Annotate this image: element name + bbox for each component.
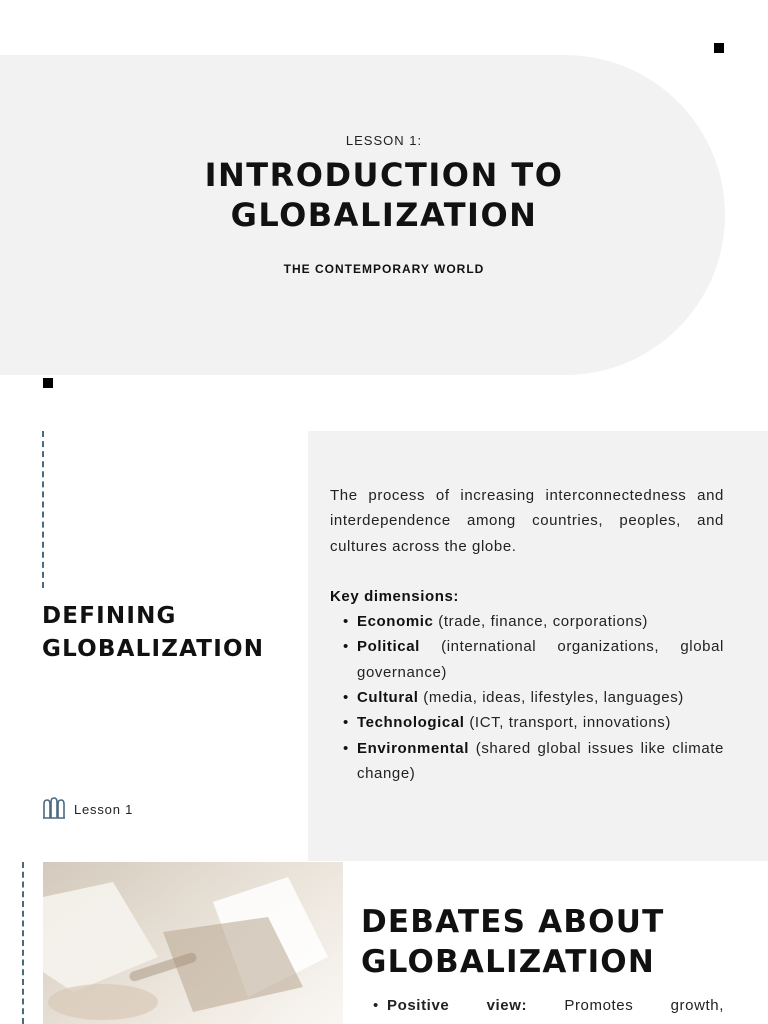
list-item-positive-view xyxy=(387,993,724,1018)
desk-photo xyxy=(43,862,343,1024)
dimension-term: Economic xyxy=(357,613,434,631)
dimension-term: Cultural xyxy=(357,689,419,707)
dimension-desc: (international organizations, global governance) xyxy=(357,638,724,681)
dimension-term: Environmental xyxy=(357,739,469,757)
building-columns-icon xyxy=(42,796,66,823)
defining-title-line-2: GLOBALIZATION xyxy=(42,636,265,662)
defining-title-line-1: DEFINING xyxy=(42,603,177,629)
debate-term: Positive view: xyxy=(387,997,528,1014)
dimension-desc: (media, ideas, lifestyles, languages) xyxy=(423,689,684,707)
course-subtitle: THE CONTEMPORARY WORLD xyxy=(283,262,485,276)
debates-content xyxy=(362,993,724,1018)
lesson-footer xyxy=(42,797,133,821)
dashed-divider-1 xyxy=(42,431,44,588)
defining-title xyxy=(42,600,264,666)
definition-text: The process of increasing interconnectedness and interdependence among countries, peoples, and cultures across the globe. xyxy=(330,487,724,555)
page-title-line-1: INTRODUCTION TO xyxy=(204,156,564,194)
page-title xyxy=(0,155,768,235)
list-item-technological xyxy=(357,710,724,735)
lesson-label: LESSON 1: xyxy=(345,133,423,148)
list-item-environmental xyxy=(357,736,724,787)
debate-desc: Promotes growth, xyxy=(564,997,724,1014)
key-dimensions-heading: Key dimensions: xyxy=(330,587,460,605)
dashed-divider-2 xyxy=(22,862,24,1024)
dimension-desc: (trade, finance, corporations) xyxy=(438,613,649,631)
list-item-political xyxy=(357,634,724,685)
list-item-cultural xyxy=(357,685,724,710)
dimension-term: Political xyxy=(357,638,420,656)
definition-content xyxy=(330,483,724,786)
decor-square-top-right xyxy=(714,43,724,53)
debates-title-line-1: DEBATES ABOUT xyxy=(361,904,665,940)
debates-title xyxy=(361,902,664,982)
dimension-term: Technological xyxy=(357,714,465,732)
decor-square-left xyxy=(43,378,53,388)
dimension-desc: (ICT, transport, innovations) xyxy=(469,714,671,732)
dimensions-list xyxy=(330,609,724,786)
lesson-footer-label: Lesson 1 xyxy=(74,801,134,817)
list-item-economic xyxy=(357,609,724,634)
page-title-line-2: GLOBALIZATION xyxy=(230,196,538,234)
debates-title-line-2: GLOBALIZATION xyxy=(361,944,655,980)
dimension-desc: (shared global issues like climate change) xyxy=(357,739,724,782)
debates-list xyxy=(362,993,724,1018)
